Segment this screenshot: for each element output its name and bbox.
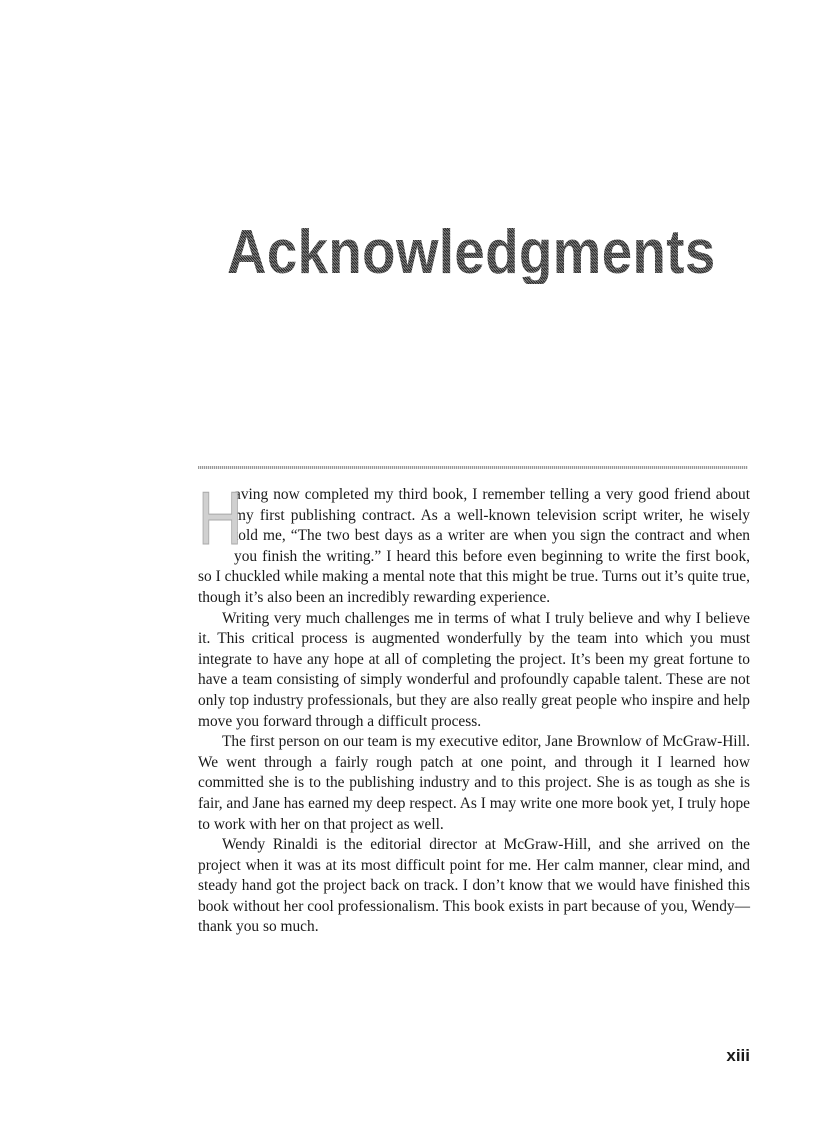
- body-text: [198, 476, 750, 938]
- page-number: xiii: [726, 1046, 750, 1065]
- paragraph-3: The first person on our team is my executive editor, Jane Brownlow of McGraw-Hill. We went through a fairly rough patch at one point, and through it I learned how committed she is to the publishing industry and to this project. She is as tough as she is fair, and Jane has earned my deep respect. As I may write one more book yet, I truly hope to work with her on that project as well.: [198, 733, 750, 833]
- title-divider: [198, 466, 748, 469]
- paragraph-1: [198, 476, 750, 609]
- drop-cap: H: [198, 476, 243, 560]
- paragraph-4: Wendy Rinaldi is the editorial director at McGraw-Hill, and she arrived on the project when it was at its most difficult point for me. Her calm manner, clear mind, and steady hand got the project back on track. I don’t know that we would have finished this book without her cool professionalism. This book exists in part because of you, Wendy—thank you so much.: [198, 836, 750, 936]
- paragraph-1-text: aving now completed my third book, I remember telling a very good friend about my first publishing contract. As a well-known television script writer, he wisely told me, “The two best days as a writer are when you sign the contract and when you finish the writing.” I heard this before even beginning to write the first book, so I chuckled while making a mental note that this might be true. Turns out it’s quite true, though it’s also been an incredibly rewarding experience.: [198, 486, 750, 606]
- chapter-title: Acknowledgments: [227, 218, 716, 287]
- paragraph-2: Writing very much challenges me in terms of what I truly believe and why I believe it. This critical process is augmented wonderfully by the team into which you must integrate to have any hope at all of completing the project. It’s been my great fortune to have a team consisting of simply wonderful and profoundly capable talent. These are not only top industry professionals, but they are also really great people who inspire and help move you forward through a difficult process.: [198, 609, 750, 730]
